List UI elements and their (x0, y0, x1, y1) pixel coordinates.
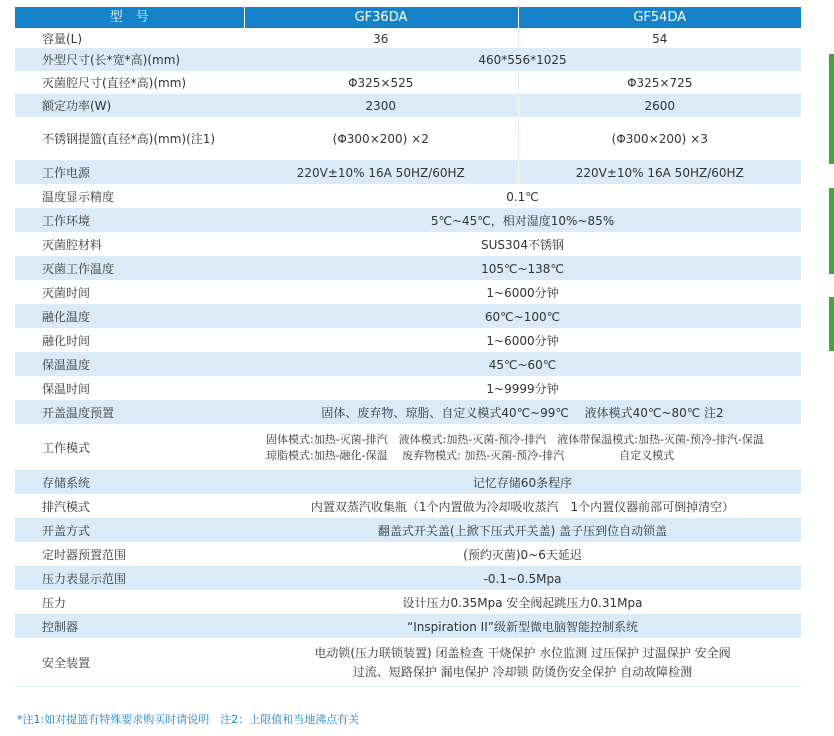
accent-edge-bar (829, 188, 834, 274)
row-label: 存储系统 (15, 471, 244, 495)
row-label: 安全装置 (15, 639, 244, 687)
row-value: 1~9999分钟 (244, 377, 801, 401)
value-gf36da: 2300 (244, 95, 518, 118)
row-label: 灭菌腔材料 (15, 233, 244, 257)
table-row (15, 233, 801, 257)
row-value: 460*556*1025 (244, 49, 801, 72)
table-row (15, 425, 801, 471)
row-value: -0.1~0.5Mpa (244, 567, 801, 591)
row-value (244, 639, 801, 687)
table-row (15, 639, 801, 687)
row-value: 1~6000分钟 (244, 329, 801, 353)
spec-table (15, 7, 801, 687)
row-label: 温度显示精度 (15, 185, 244, 209)
row-value: 设计压力0.35Mpa 安全阀起跳压力0.31Mpa (244, 591, 801, 615)
value-gf36da: (Φ300×200) ×2 (244, 118, 518, 161)
row-label: 排汽模式 (15, 495, 244, 519)
footnote: *注1:如对提篮有特殊要求购买时请说明 注2：上限值和当地沸点有关 (17, 713, 360, 726)
row-value: 固体、废弃物、琼脂、自定义模式40℃~99℃ 液体模式40℃~80℃ 注2 (244, 401, 801, 425)
value-line: 过流、短路保护 漏电保护 冷却锁 防烫伤安全保护 自动故障检测 (352, 664, 693, 679)
row-label: 保温时间 (15, 377, 244, 401)
row-label: 灭菌时间 (15, 281, 244, 305)
row-label: 开盖方式 (15, 519, 244, 543)
row-value: SUS304不锈钢 (244, 233, 801, 257)
table-row (15, 329, 801, 353)
value-line: 电动锁(压力联锁装置) 闭盖检查 干烧保护 水位监测 过压保护 过温保护 安全阀 (314, 645, 731, 660)
row-label: 控制器 (15, 615, 244, 639)
row-label: 融化时间 (15, 329, 244, 353)
table-row (15, 591, 801, 615)
table-row (15, 281, 801, 305)
table-row (15, 567, 801, 591)
table-row (15, 353, 801, 377)
table-row (15, 49, 801, 72)
row-label: 额定功率(W) (15, 95, 244, 118)
accent-edge-bar (829, 54, 834, 164)
row-value: 105℃~138℃ (244, 257, 801, 281)
row-value: 5℃~45℃，相对湿度10%~85% (244, 209, 801, 233)
value-gf54da: 220V±10% 16A 50HZ/60HZ (518, 161, 801, 185)
table-row (15, 495, 801, 519)
header-gf36da: GF36DA (244, 7, 518, 29)
row-label: 压力 (15, 591, 244, 615)
row-label: 定时器预置范围 (15, 543, 244, 567)
row-label: 灭菌腔尺寸(直径*高)(mm) (15, 72, 244, 95)
table-row (15, 95, 801, 118)
row-value: 记忆存储60条程序 (244, 471, 801, 495)
value-gf36da: 220V±10% 16A 50HZ/60HZ (244, 161, 518, 185)
table-row (15, 471, 801, 495)
row-label: 灭菌工作温度 (15, 257, 244, 281)
row-label: 容量(L) (15, 29, 244, 49)
value-gf54da: Φ325×725 (518, 72, 801, 95)
row-value: 内置双蒸汽收集瓶（1个内置做为冷却吸收蒸汽 1个内置仪器前部可倒掉清空） (244, 495, 801, 519)
header-model: 型 号 (15, 7, 244, 29)
row-label: 开盖温度预置 (15, 401, 244, 425)
row-label: 不锈钢提篮(直径*高)(mm)(注1) (15, 118, 244, 161)
table-row (15, 257, 801, 281)
table-row (15, 29, 801, 49)
row-label: 工作电源 (15, 161, 244, 185)
row-value: 60℃~100℃ (244, 305, 801, 329)
table-row (15, 305, 801, 329)
row-label: 融化温度 (15, 305, 244, 329)
row-value (244, 425, 801, 471)
table-header-row (15, 7, 801, 29)
table-row (15, 519, 801, 543)
row-value: “Inspiration II”级新型微电脑智能控制系统 (244, 615, 801, 639)
header-gf54da: GF54DA (518, 7, 801, 29)
row-value: (预约灭菌)0~6天延迟 (244, 543, 801, 567)
row-value: 45℃~60℃ (244, 353, 801, 377)
row-label: 工作环境 (15, 209, 244, 233)
value-gf54da: 2600 (518, 95, 801, 118)
row-label: 保温温度 (15, 353, 244, 377)
table-row (15, 72, 801, 95)
row-label: 压力表显示范围 (15, 567, 244, 591)
value-gf54da: (Φ300×200) ×3 (518, 118, 801, 161)
value-line: 固体模式:加热-灭菌-排汽 液体模式:加热-灭菌-预冷-排汽 液体带保温模式:加热-灭菌-预冷-排汽-保温 (266, 432, 764, 446)
row-label: 外型尺寸(长*宽*高)(mm) (15, 49, 244, 72)
table-row (15, 118, 801, 161)
table-row (15, 543, 801, 567)
value-gf36da: 36 (244, 29, 518, 49)
table-row (15, 185, 801, 209)
row-value: 翻盖式开关盖(上掀下压式开关盖) 盖子压到位自动锁盖 (244, 519, 801, 543)
table-row (15, 377, 801, 401)
row-label: 工作模式 (15, 425, 244, 471)
table-row (15, 401, 801, 425)
accent-edge-bar (829, 297, 834, 351)
table-row (15, 209, 801, 233)
table-row (15, 615, 801, 639)
row-value: 0.1℃ (244, 185, 801, 209)
table-row (15, 161, 801, 185)
value-gf54da: 54 (518, 29, 801, 49)
value-line: 琼脂模式:加热-融化-保温 废弃物模式: 加热-灭菌-预冷-排汽 自定义模式 (266, 448, 675, 462)
row-value: 1~6000分钟 (244, 281, 801, 305)
value-gf36da: Φ325×525 (244, 72, 518, 95)
